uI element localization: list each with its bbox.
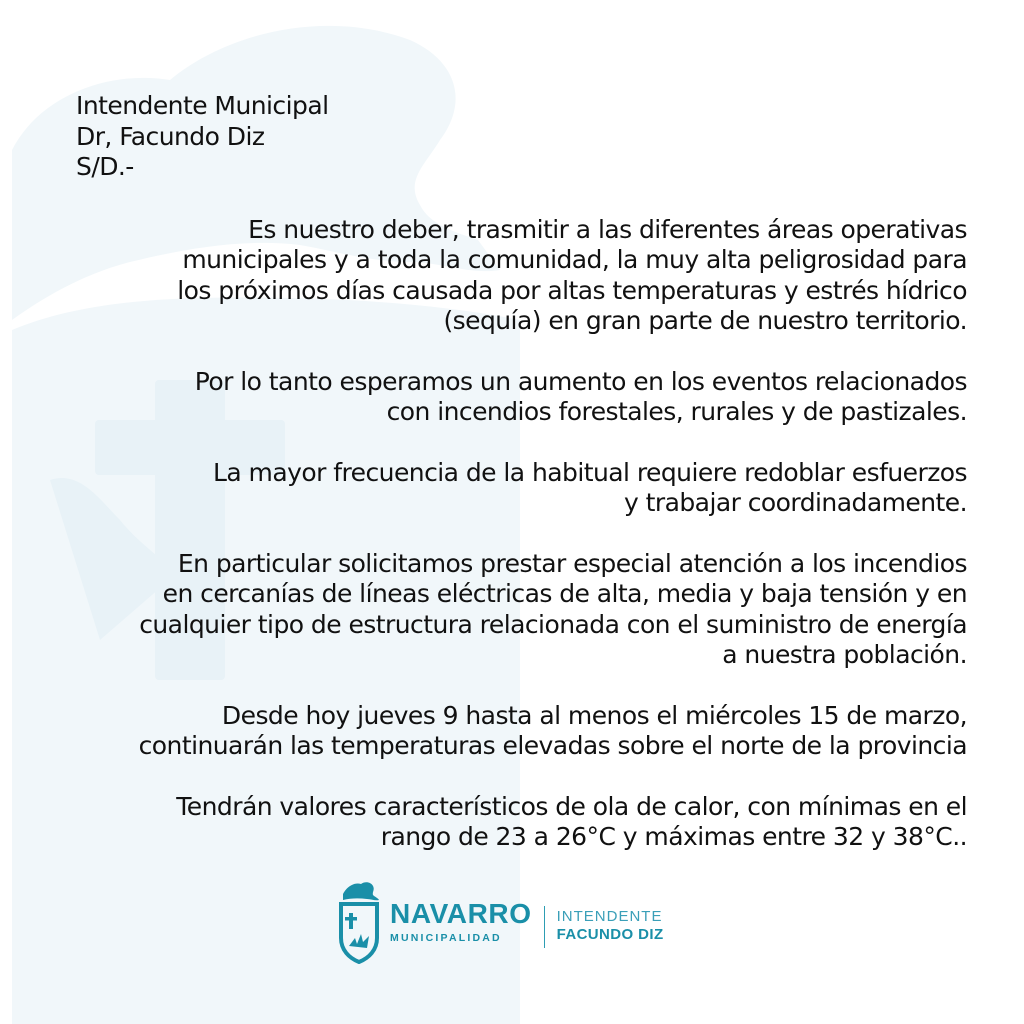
paragraph-line: los próximos días causada por altas temperaturas y estrés hídrico [177, 275, 967, 305]
brand-block [390, 900, 532, 944]
brand-subtitle: MUNICIPALIDAD [390, 932, 502, 944]
paragraph-line: municipales y a toda la comunidad, la muy alta peligrosidad para [182, 245, 967, 274]
intendente-name: FACUNDO DIZ [556, 926, 664, 943]
paragraph-fire-danger [76, 215, 967, 337]
paragraph-line: rango de 23 a 26°C y máximas entre 32 y 38°C.. [380, 822, 967, 851]
paragraph-expected-events [76, 367, 967, 428]
paragraph-forecast-dates [76, 701, 967, 762]
paragraph-line: En particular solicitamos prestar especial atención a los incendios [177, 548, 967, 578]
footer-divider [544, 906, 545, 948]
intendente-title: INTENDENTE [556, 908, 663, 925]
intendente-block [557, 908, 664, 944]
paragraph-line: cualquier tipo de estructura relacionada con el suministro de energía [139, 609, 967, 639]
paragraph-line: (sequía) en gran parte de nuestro territorio. [443, 306, 967, 335]
addressee-line: Dr, Facundo Diz [76, 121, 265, 151]
paragraph-line: y trabajar coordinadamente. [623, 488, 967, 517]
paragraph-power-lines [76, 549, 967, 671]
addressee-line: S/D.- [76, 152, 134, 181]
addressee-line: Intendente Municipal [76, 91, 329, 120]
paragraph-line: Desde hoy jueves 9 hasta al menos el miércoles 15 de marzo, [221, 700, 967, 730]
paragraph-line: con incendios forestales, rurales y de pastizales. [386, 397, 967, 426]
navarro-crest-icon [337, 880, 381, 964]
paragraph-line: en cercanías de líneas eléctricas de alta, media y baja tensión y en [162, 579, 967, 608]
footer-logo [337, 880, 664, 964]
paragraph-line: a nuestra población. [722, 640, 967, 669]
addressee-block [76, 91, 967, 183]
paragraph-line: continuarán las temperaturas elevadas sobre el norte de la provincia [138, 731, 967, 760]
paragraph-line: Es nuestro deber, trasmitir a las diferentes áreas operativas [248, 214, 967, 244]
brand-name: NAVARRO [390, 898, 532, 929]
paragraph-line: La mayor frecuencia de la habitual requiere redoblar esfuerzos [212, 457, 967, 487]
paragraph-coordination [76, 458, 967, 519]
paragraph-line: Por lo tanto esperamos un aumento en los eventos relacionados [194, 366, 967, 396]
paragraph-line: Tendrán valores característicos de ola de calor, con mínimas en el [176, 791, 967, 821]
paragraph-temperature-range [76, 792, 967, 853]
letter-body [76, 91, 967, 853]
